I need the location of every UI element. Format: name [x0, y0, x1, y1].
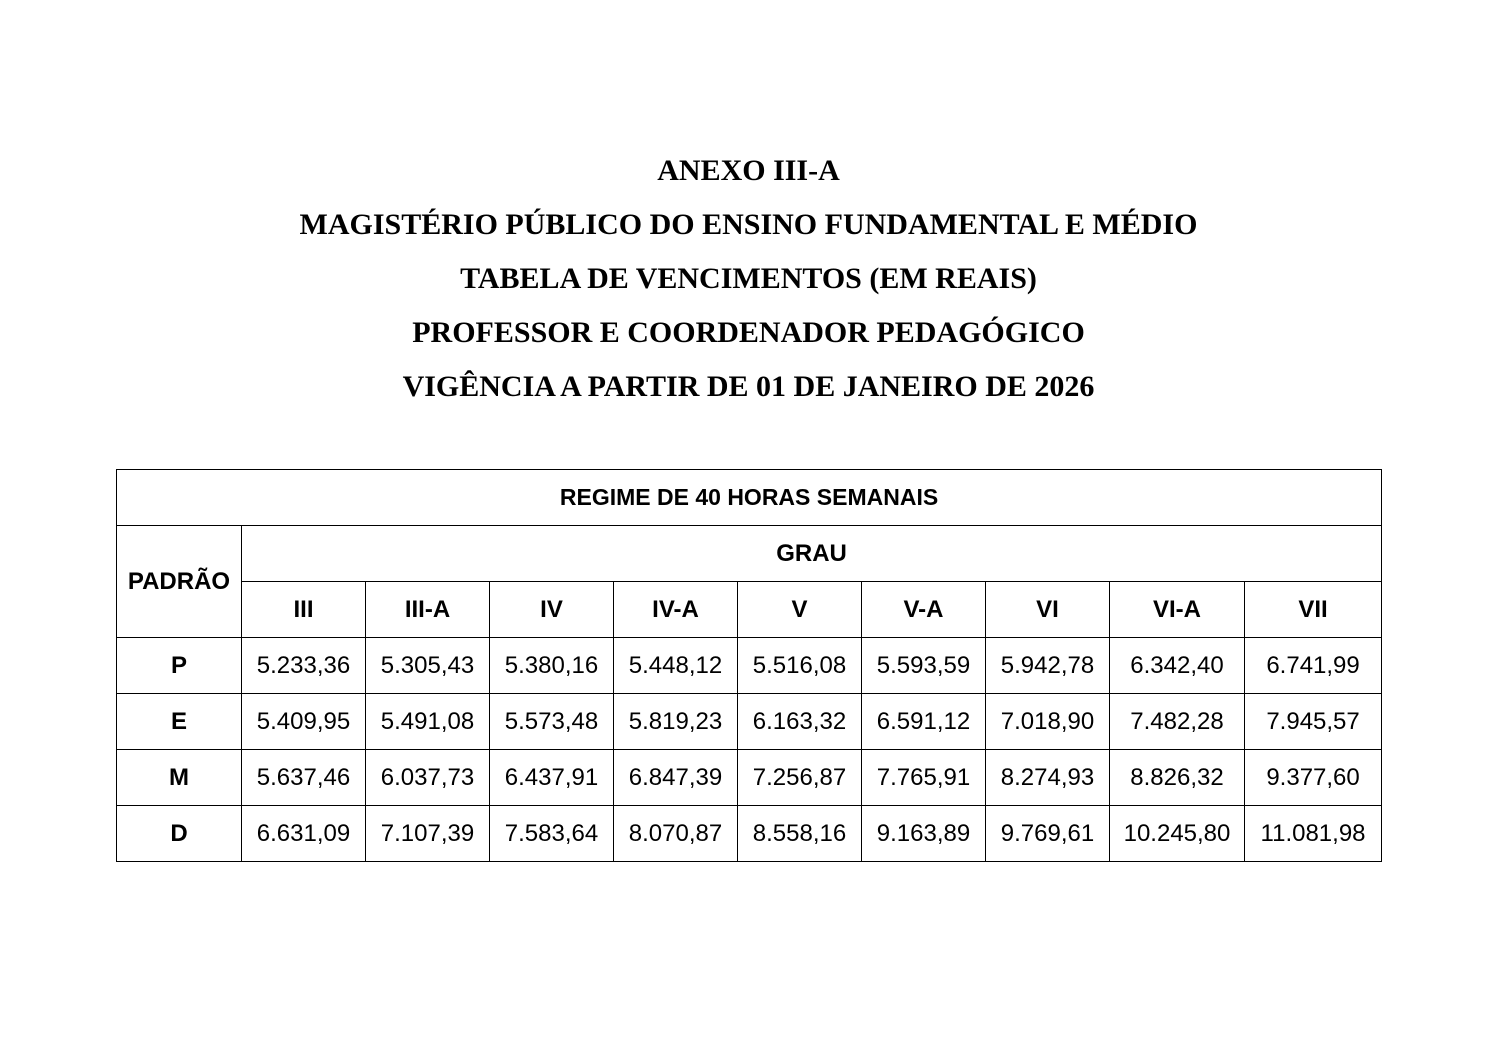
salary-value-cell: 6.437,91 — [490, 750, 614, 806]
salary-value-cell: 5.819,23 — [614, 694, 738, 750]
table-row — [117, 638, 1382, 694]
regime-row — [117, 470, 1382, 526]
salary-value-cell: 5.942,78 — [986, 638, 1110, 694]
salary-value-cell: 5.516,08 — [738, 638, 862, 694]
salary-value-cell: 10.245,80 — [1110, 806, 1245, 862]
grau-column-header: V — [738, 582, 862, 638]
salary-value-cell: 7.583,64 — [490, 806, 614, 862]
annex-title: ANEXO III-A — [657, 154, 840, 187]
salary-value-cell: 6.591,12 — [862, 694, 986, 750]
salary-value-cell: 6.631,09 — [242, 806, 366, 862]
salary-value-cell: 9.377,60 — [1245, 750, 1382, 806]
role-title: PROFESSOR E COORDENADOR PEDAGÓGICO — [412, 316, 1085, 349]
document-header — [0, 148, 1497, 418]
salary-value-cell: 7.945,57 — [1245, 694, 1382, 750]
salary-value-cell: 8.274,93 — [986, 750, 1110, 806]
salary-value-cell: 5.491,08 — [366, 694, 490, 750]
padrao-cell: P — [117, 638, 242, 694]
salary-value-cell: 5.593,59 — [862, 638, 986, 694]
grau-column-header: V-A — [862, 582, 986, 638]
salary-value-cell: 7.107,39 — [366, 806, 490, 862]
grau-header: GRAU — [242, 526, 1382, 582]
effective-date-title: VIGÊNCIA A PARTIR DE 01 DE JANEIRO DE 2026 — [402, 370, 1095, 403]
salary-value-cell: 5.637,46 — [242, 750, 366, 806]
salary-value-cell: 6.163,32 — [738, 694, 862, 750]
salary-table — [116, 469, 1382, 862]
grau-column-header: VI — [986, 582, 1110, 638]
grau-column-header: III-A — [366, 582, 490, 638]
salary-body — [117, 638, 1382, 862]
salary-value-cell: 7.018,90 — [986, 694, 1110, 750]
salary-value-cell: 9.163,89 — [862, 806, 986, 862]
regime-header: REGIME DE 40 HORAS SEMANAIS — [117, 470, 1382, 526]
salary-value-cell: 7.482,28 — [1110, 694, 1245, 750]
grau-column-header: VI-A — [1110, 582, 1245, 638]
salary-value-cell: 5.409,95 — [242, 694, 366, 750]
grau-column-header: IV-A — [614, 582, 738, 638]
salary-value-cell: 7.256,87 — [738, 750, 862, 806]
salary-value-cell: 6.342,40 — [1110, 638, 1245, 694]
salary-value-cell: 6.847,39 — [614, 750, 738, 806]
padrao-cell: E — [117, 694, 242, 750]
table-row — [117, 694, 1382, 750]
grau-column-header: III — [242, 582, 366, 638]
salary-value-cell: 5.380,16 — [490, 638, 614, 694]
salary-value-cell: 8.558,16 — [738, 806, 862, 862]
salary-value-cell: 5.233,36 — [242, 638, 366, 694]
salary-value-cell: 8.070,87 — [614, 806, 738, 862]
padrao-cell: M — [117, 750, 242, 806]
grau-row — [117, 526, 1382, 582]
grau-labels-row — [117, 582, 1382, 638]
salary-value-cell: 6.741,99 — [1245, 638, 1382, 694]
salary-value-cell: 6.037,73 — [366, 750, 490, 806]
padrao-header: PADRÃO — [117, 526, 242, 638]
salary-value-cell: 8.826,32 — [1110, 750, 1245, 806]
salary-value-cell: 7.765,91 — [862, 750, 986, 806]
padrao-cell: D — [117, 806, 242, 862]
salary-value-cell: 9.769,61 — [986, 806, 1110, 862]
salary-value-cell: 5.448,12 — [614, 638, 738, 694]
salary-value-cell: 5.305,43 — [366, 638, 490, 694]
table-row — [117, 750, 1382, 806]
salary-value-cell: 11.081,98 — [1245, 806, 1382, 862]
grau-column-header: IV — [490, 582, 614, 638]
table-row — [117, 806, 1382, 862]
category-title: MAGISTÉRIO PÚBLICO DO ENSINO FUNDAMENTAL E MÉDIO — [299, 208, 1198, 241]
salary-value-cell: 5.573,48 — [490, 694, 614, 750]
table-title: TABELA DE VENCIMENTOS (EM REAIS) — [460, 262, 1037, 295]
grau-column-header: VII — [1245, 582, 1382, 638]
